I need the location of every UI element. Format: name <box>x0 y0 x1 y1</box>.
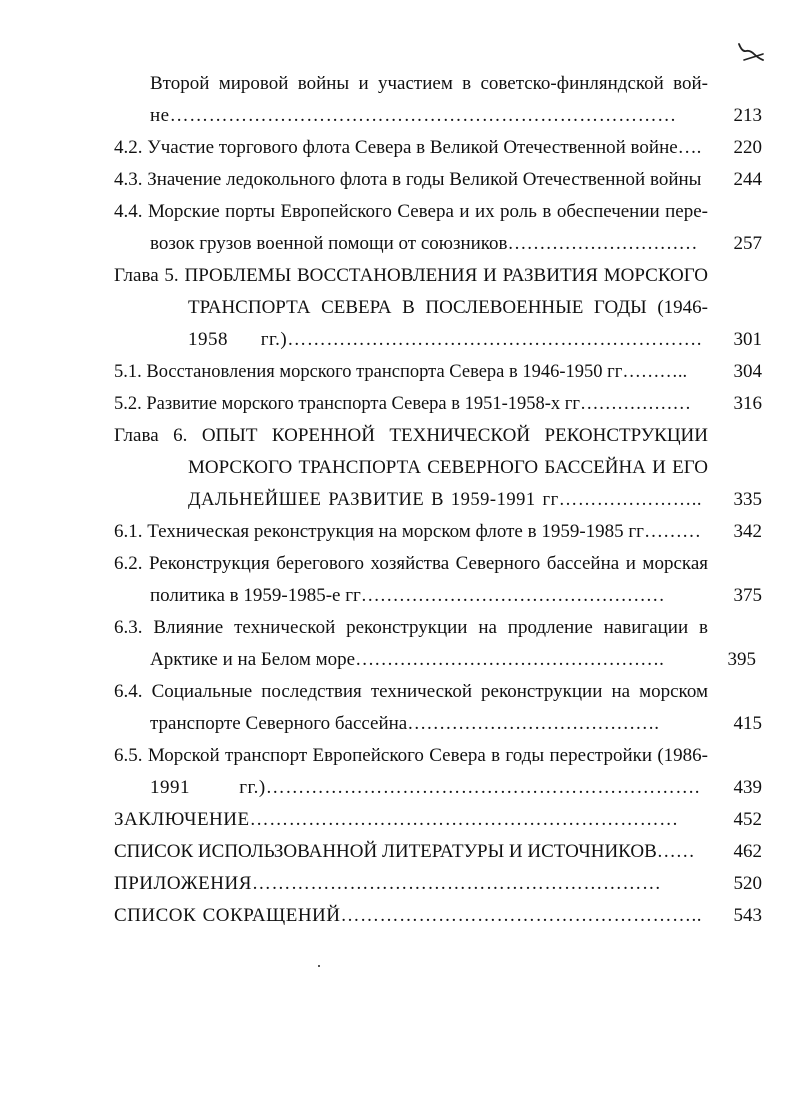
toc-line <box>0 676 798 708</box>
toc-entry-text: Арктике и на Белом море…………………………………………. <box>150 649 664 670</box>
toc-page-number: 213 <box>733 105 762 126</box>
toc-entry-text: 5.1. Восстановления морского транспорта Севера в 1946-1950 гг……….. <box>114 362 688 382</box>
toc-entry-text: ТРАНСПОРТА СЕВЕРА В ПОСЛЕВОЕННЫЕ ГОДЫ (1946- <box>188 297 708 318</box>
toc-line <box>0 388 798 420</box>
toc-page-number: 452 <box>733 809 762 830</box>
toc-entry-text: 6.4. Социальные последствия технической реконструкции на морском <box>114 681 708 702</box>
toc-line <box>0 420 798 452</box>
toc-line <box>0 900 798 932</box>
toc-line <box>0 68 798 100</box>
toc-entry-text: 6.3. Влияние технической реконструкции на продление навигации в <box>114 617 708 638</box>
toc-page-number: 220 <box>733 137 762 158</box>
toc-entry-text: МОРСКОГО ТРАНСПОРТА СЕВЕРНОГО БАССЕЙНА И ЕГО <box>188 457 708 478</box>
toc-entry-text: 1991 гг.)…………………………………………………………. <box>150 777 700 798</box>
toc-entry-text: политика в 1959-1985-е гг………………………………………… <box>150 585 665 606</box>
toc-line <box>0 836 798 868</box>
toc-page-number: 335 <box>733 489 762 510</box>
toc-line <box>0 356 798 388</box>
toc-line <box>0 132 798 164</box>
toc-line <box>0 196 798 228</box>
toc-line <box>0 228 798 260</box>
toc-line <box>0 548 798 580</box>
toc-page-number: 304 <box>733 361 762 382</box>
toc-line <box>0 292 798 324</box>
toc-entry-text: Глава 6. ОПЫТ КОРЕННОЙ ТЕХНИЧЕСКОЙ РЕКОНСТРУКЦИИ <box>114 425 708 446</box>
toc-entry-text: ДАЛЬНЕЙШЕЕ РАЗВИТИЕ В 1959-1991 гг………………….. <box>188 490 702 510</box>
toc-entry-text: 1958 гг.)………………………………………………………. <box>188 329 702 350</box>
toc-line <box>0 484 798 516</box>
toc-entry-text: не…………………………………………………………………… <box>150 105 677 126</box>
toc-entry-text: Второй мировой войны и участием в советско-финляндской вой- <box>150 73 708 94</box>
toc-entry-text: возок грузов военной помощи от союзников………………………… <box>150 233 698 254</box>
toc-page-number: 439 <box>733 777 762 798</box>
toc-line <box>0 452 798 484</box>
handwritten-mark-icon <box>736 38 766 68</box>
toc-page-number: 316 <box>733 393 762 414</box>
toc-line <box>0 740 798 772</box>
toc-entry-text: 5.2. Развитие морского транспорта Севера в 1951-1958-х гг……………… <box>114 394 691 414</box>
toc-line <box>0 804 798 836</box>
toc-entry-text: Глава 5. ПРОБЛЕМЫ ВОССТАНОВЛЕНИЯ И РАЗВИТИЯ МОРСКОГО <box>114 265 708 286</box>
toc-entry-text: ЗАКЛЮЧЕНИЕ………………………………………………………… <box>114 809 679 830</box>
toc-line <box>0 868 798 900</box>
toc-line <box>0 612 798 644</box>
toc-page-number: 244 <box>733 169 762 190</box>
toc-page-number: 415 <box>733 713 762 734</box>
toc-line <box>0 260 798 292</box>
toc-line <box>0 516 798 548</box>
toc-line <box>0 580 798 612</box>
toc-page-number: 462 <box>733 841 762 862</box>
toc-page-number: 543 <box>733 905 762 926</box>
toc-page-number: 395 <box>727 649 756 670</box>
speck <box>318 965 320 967</box>
toc-entry-text: 6.2. Реконструкция берегового хозяйства Северного бассейна и морская <box>114 553 708 574</box>
toc-line <box>0 100 798 132</box>
toc-page-number: 520 <box>733 873 762 894</box>
toc-entry-text: 6.1. Техническая реконструкция на морском флоте в 1959-1985 гг……… <box>114 521 701 542</box>
toc-entry-text: 4.3. Значение ледокольного флота в годы Великой Отечественной войны <box>114 169 702 190</box>
toc-page-number: 301 <box>733 329 762 350</box>
toc-page-number: 375 <box>733 585 762 606</box>
toc-entry-text: 4.2. Участие торгового флота Севера в Великой Отечественной войне…. <box>114 137 702 158</box>
toc-line <box>0 644 798 676</box>
toc-entry-text: СПИСОК СОКРАЩЕНИЙ……………………………………………….. <box>114 905 702 926</box>
toc-line <box>0 772 798 804</box>
toc-entry-text: 4.4. Морские порты Европейского Севера и их роль в обеспечении пере- <box>114 201 708 222</box>
toc-page-number: 257 <box>733 233 762 254</box>
toc-entry-text: ПРИЛОЖЕНИЯ……………………………………………………… <box>114 873 662 894</box>
toc-page-number: 342 <box>733 521 762 542</box>
toc-entry-text: 6.5. Морской транспорт Европейского Севера в годы перестройки (1986- <box>114 745 708 766</box>
toc-entry-text: СПИСОК ИСПОЛЬЗОВАННОЙ ЛИТЕРАТУРЫ И ИСТОЧНИКОВ…… <box>114 841 695 862</box>
toc-entry-text: транспорте Северного бассейна…………………………………. <box>150 713 659 734</box>
toc-line <box>0 164 798 196</box>
toc-line <box>0 324 798 356</box>
toc-line <box>0 708 798 740</box>
